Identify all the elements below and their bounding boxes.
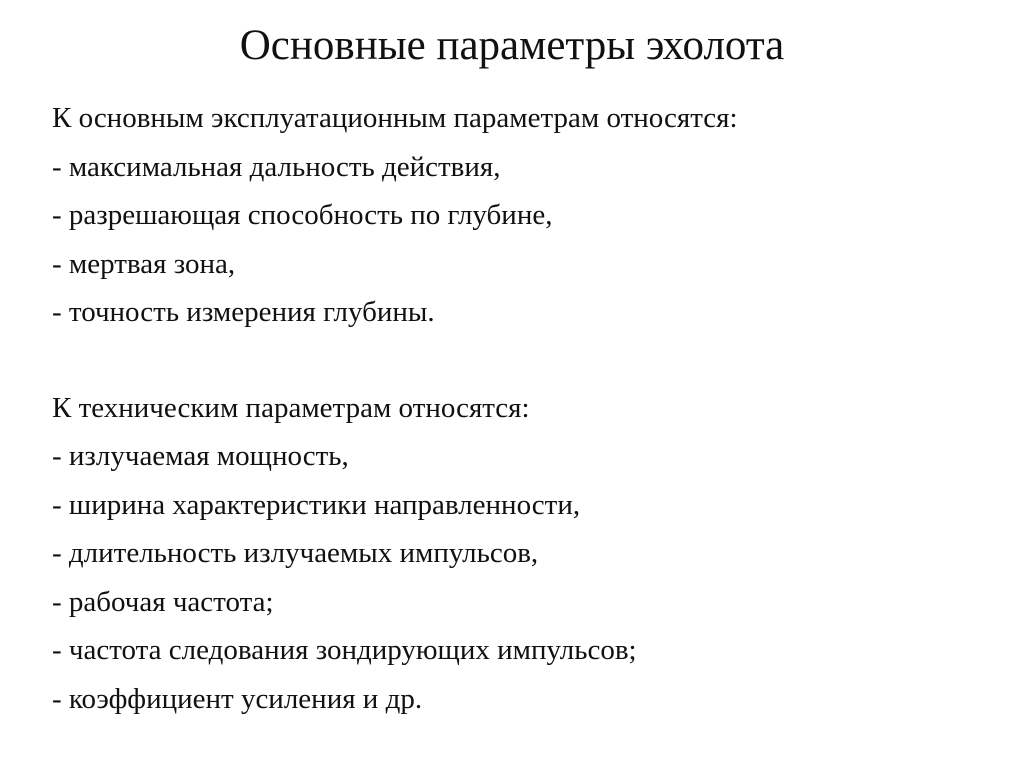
section-heading: К основным эксплуатационным параметрам относятся: xyxy=(52,102,738,134)
list-item: - частота следования зондирующих импульсов; xyxy=(52,634,637,666)
list-item: - точность измерения глубины. xyxy=(52,296,435,328)
list-item: - ширина характеристики направленности, xyxy=(52,488,581,521)
list-item: - длительность излучаемых импульсов, xyxy=(52,537,539,569)
technical-parameters-section xyxy=(52,384,992,724)
list-item: - максимальная дальность действия, xyxy=(52,150,501,183)
slide-title: Основные параметры эхолота xyxy=(239,22,785,69)
list-item: - мертвая зона, xyxy=(52,247,236,280)
list-item: - рабочая частота; xyxy=(52,585,274,618)
slide-content xyxy=(52,94,992,723)
list-item: - коэффициент усиления и др. xyxy=(52,682,423,715)
operational-parameters-section xyxy=(52,94,992,337)
list-item: - разрешающая способность по глубине, xyxy=(52,199,553,231)
section-heading: К техническим параметрам относятся: xyxy=(52,391,530,424)
list-item: - излучаемая мощность, xyxy=(52,440,349,472)
